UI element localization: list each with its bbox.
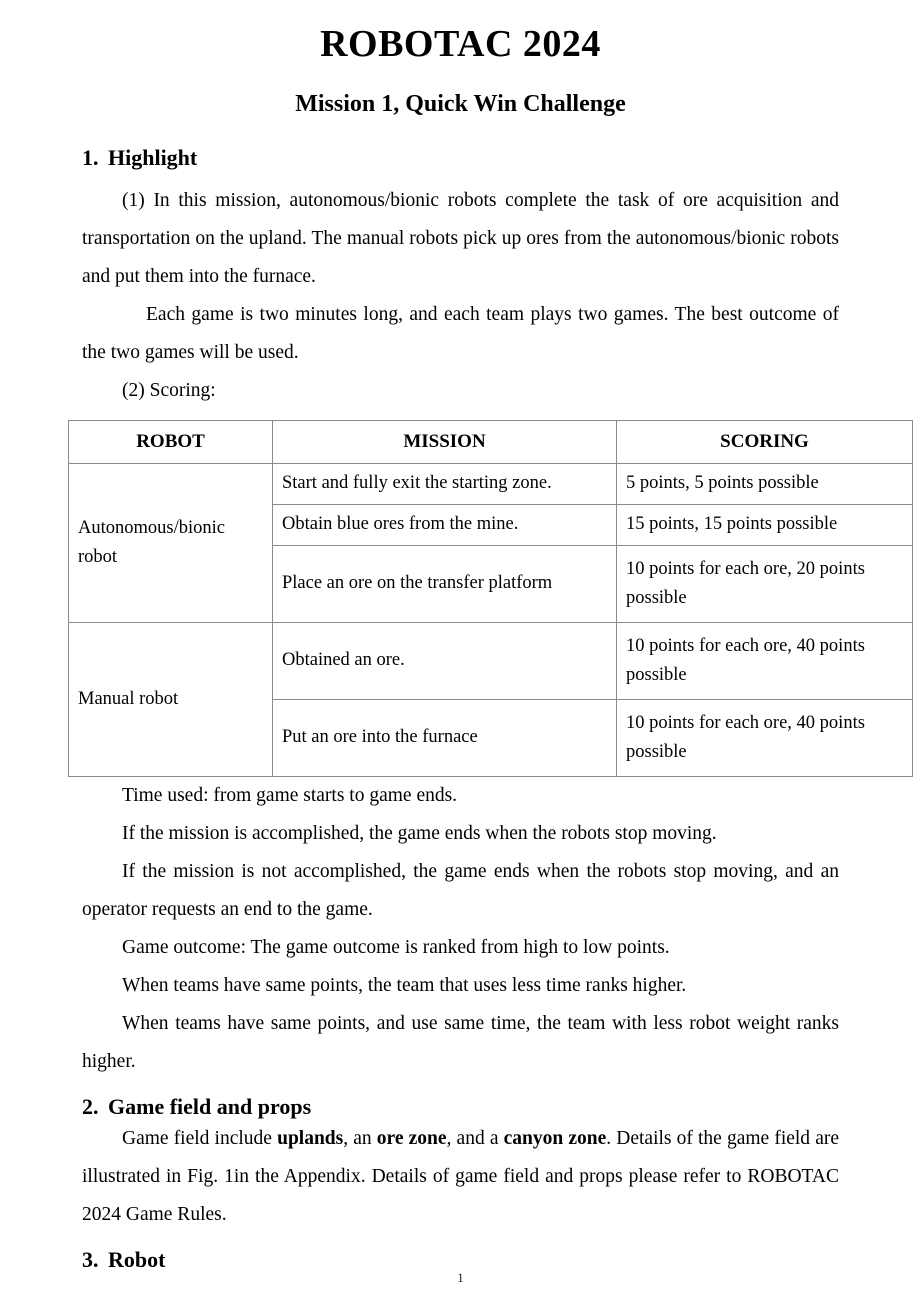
column-header-mission: MISSION xyxy=(273,420,617,463)
scoring-table-wrapper xyxy=(0,410,921,777)
section-number: 2. xyxy=(82,1093,99,1119)
page-number-footer: 1 xyxy=(457,1270,464,1285)
rule-line-5: When teams have same points, the team that uses less time ranks higher. xyxy=(122,974,687,996)
text-part: Game field include xyxy=(122,1128,278,1150)
cell-scoring: 10 points for each ore, 20 points possible xyxy=(617,545,913,622)
section-heading-robot xyxy=(0,1234,921,1274)
table-row xyxy=(69,622,913,699)
document-title: ROBOTAC 2024 xyxy=(320,23,601,65)
rule-line-1: Time used: from game starts to game ends. xyxy=(122,784,458,806)
cell-robot-autonomous: Autonomous/bionic robot xyxy=(69,463,273,622)
section-number: 1. xyxy=(82,145,99,171)
text-part: . Details of the game field are illustrated in Fig. 1in the Appendix. Details of game field and props please refer to ROBOTAC 2024 Game Rules. xyxy=(82,1128,839,1226)
cell-mission: Place an ore on the transfer platform xyxy=(273,545,617,622)
section-title: Highlight xyxy=(108,145,198,171)
highlight-paragraph-3: (2) Scoring: xyxy=(122,379,216,401)
section-number: 3. xyxy=(82,1247,99,1273)
text-part: , and a xyxy=(446,1128,504,1150)
section-title: Game field and props xyxy=(108,1093,312,1119)
text-part: , an xyxy=(343,1128,377,1150)
document-subtitle: Mission 1, Quick Win Challenge xyxy=(295,90,626,117)
rule-line-2: If the mission is accomplished, the game ends when the robots stop moving. xyxy=(122,822,717,844)
cell-scoring: 10 points for each ore, 40 points possible xyxy=(617,699,913,776)
rule-line-4: Game outcome: The game outcome is ranked from high to low points. xyxy=(122,936,670,958)
term-canyon-zone: canyon zone xyxy=(503,1128,607,1150)
table-row xyxy=(69,463,913,504)
section-heading-highlight xyxy=(0,118,921,172)
cell-scoring: 10 points for each ore, 40 points possible xyxy=(617,622,913,699)
cell-mission: Obtain blue ores from the mine. xyxy=(273,504,617,545)
table-header-row xyxy=(69,420,913,463)
rule-line-6: When teams have same points, and use same time, the team with less robot weight ranks higher. xyxy=(82,1012,839,1072)
game-field-paragraph xyxy=(0,1120,921,1234)
section-heading-game-field xyxy=(0,1081,921,1121)
cell-scoring: 5 points, 5 points possible xyxy=(617,463,913,504)
highlight-paragraph-1: (1) In this mission, autonomous/bionic robots complete the task of ore acquisition and transportation on the upland. The manual robots pick up ores from the autonomous/bionic robots and put them into the furnace. xyxy=(82,189,839,287)
column-header-scoring: SCORING xyxy=(617,420,913,463)
cell-mission: Put an ore into the furnace xyxy=(273,699,617,776)
cell-mission: Obtained an ore. xyxy=(273,622,617,699)
highlight-paragraph-2: Each game is two minutes long, and each team plays two games. The best outcome of the two games will be used. xyxy=(82,303,839,363)
term-uplands: uplands xyxy=(277,1128,344,1150)
cell-mission: Start and fully exit the starting zone. xyxy=(273,463,617,504)
column-header-robot: ROBOT xyxy=(69,420,273,463)
cell-robot-manual: Manual robot xyxy=(69,622,273,776)
scoring-table xyxy=(68,420,913,777)
section-title: Robot xyxy=(108,1247,166,1273)
term-ore-zone: ore zone xyxy=(376,1128,447,1150)
cell-scoring: 15 points, 15 points possible xyxy=(617,504,913,545)
rule-line-3: If the mission is not accomplished, the game ends when the robots stop moving, and an operator requests an end to the game. xyxy=(82,860,839,920)
